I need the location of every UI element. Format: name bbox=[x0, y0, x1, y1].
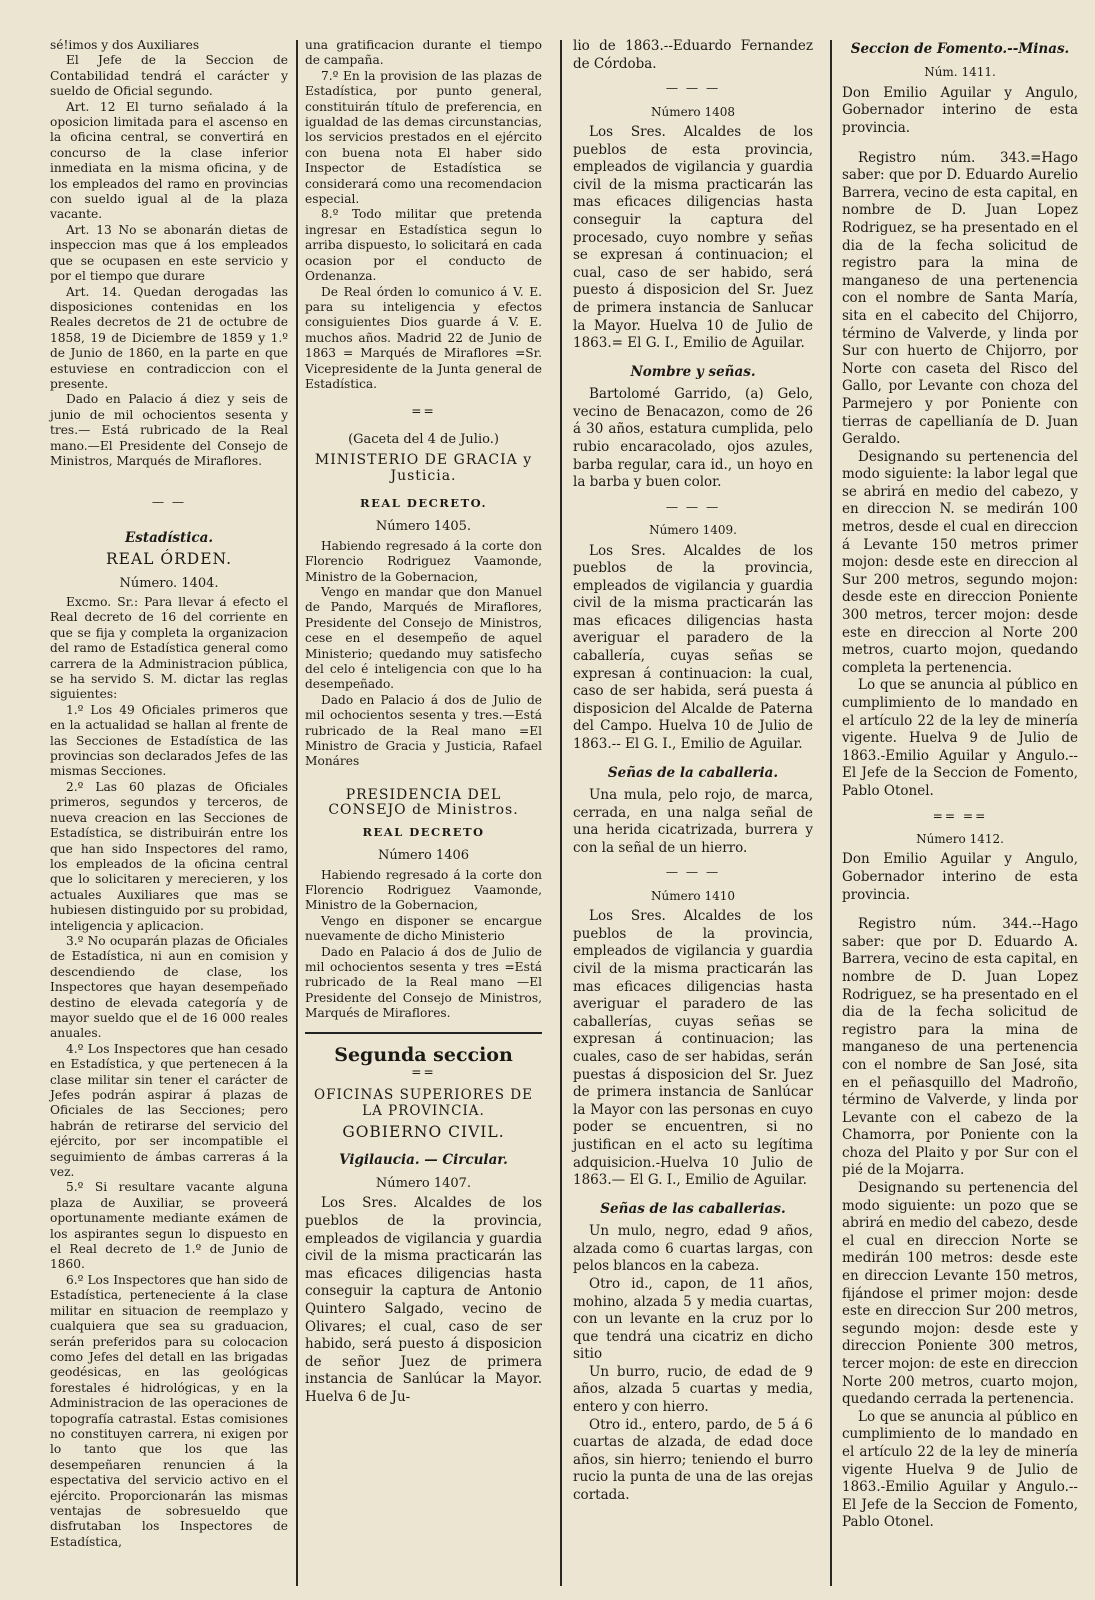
subsection-heading: Nombre y señas. bbox=[630, 363, 756, 380]
paragraph: Registro núm. 343.=Hago saber: que por D. Eduardo Aurelio Barrera, vecino de esta capital, en nombre de D. Juan Lopez Rodriguez, se ha presentado en el dia de la fecha solicitud de registro para la mina de manganeso de una pertenencia con el nombre de Santa María, sita en el cabecito del Chijorro, término de Valverde, y linda por Sur con huerto de Chijorro, por Norte con caseta del Risco del Gallo, por Levante con choza del Parmejero y por Poniente con tierras de capellianía de D. Juan Geraldo. bbox=[842, 149, 1078, 448]
paragraph: 4.º Los Inspectores que han cesado en Estadística, y que pertenecen á la clase militar sin tener el carácter de Jefes podrán aspirar á plazas de Oficiales de las Secciones; pero habrán de retirarse del servicio del ejército, por ser incompatible el seguimiento de ámbas carreras á la vez. bbox=[50, 1041, 288, 1180]
paragraph: Don Emilio Aguilar y Angulo, Gobernador interino de esta provincia. bbox=[842, 84, 1078, 136]
paragraph: 3.º No ocuparán plazas de Oficiales de Estadística, ni aun en comision y descendiendo de clase, los Inspectores que hayan desempeñado destino de elevada categoría y de mayor sueldo que el de 16 000 reales anuales. bbox=[50, 933, 288, 1041]
separator: — — — bbox=[665, 865, 721, 880]
separator: — — bbox=[151, 495, 187, 510]
decree-heading: REAL DECRETO bbox=[362, 824, 485, 839]
section-heading: Seccion de Fomento.--Minas. bbox=[850, 41, 1070, 57]
paragraph: Lo que se anuncia al público en cumplimiento de lo mandado en el artículo 22 de la ley de minería vigente Huelva 9 de Julio de 1863.-Emilio Aguilar y Angulo.-- El Jefe de la Seccion de Fomento, Pablo Otonel. bbox=[842, 1408, 1078, 1531]
paragraph: Dado en Palacio á dos de Julio de mil ochocientos sesenta y tres =Está rubricado de la Real mano —El Presidente del Consejo de Ministros, Marqués de Miraflores. bbox=[305, 944, 542, 1021]
paragraph: Un burro, rucio, de edad de 9 años, alzada 5 cuartas y media, entero y con hierro. bbox=[573, 1363, 813, 1416]
article-heading: REAL ÓRDEN. bbox=[105, 550, 233, 569]
column-2 bbox=[305, 38, 542, 1407]
paragraph: Lo que se anuncia al público en cumplimiento de lo mandado en el artículo 22 de la ley de minería vigente. Huelva 9 de Julio de 1863.-Emilio Aguilar y Angulo.-- El Jefe de la Seccion de Fomento, Pablo Otonel. bbox=[842, 677, 1078, 799]
offices-heading: OFICINAS SUPERIORES DE LA PROVINCIA. bbox=[314, 1087, 533, 1119]
paragraph: Habiendo regresado á la corte don Florencio Rodriguez Vaamonde, Ministro de la Gobernacion, bbox=[305, 538, 542, 584]
paragraph: Otro id., capon, de 11 años, mohino, alzada 5 y media cuartas, con un levante en la cruz por lo que tendrá una cicatriz en dicho sitio bbox=[573, 1275, 813, 1363]
paragraph: Registro núm. 344.--Hago saber: que por D. Eduardo A. Barrera, vecino de esta capital, en nombre de D. Juan Lopez Rodriguez, se ha presentado en el dia de la fecha solicitud de registro para la mina de manganeso de una pertenencia con el nombre de San José, sita en el peñasquillo del Madroño, término de Valverde, y linda por Levante con el cabezo de la Chamorra, por Poniente con la choza del Plaito y por Sur con el pié de la Mojarra. bbox=[842, 916, 1078, 1179]
article-number: Número 1408 bbox=[650, 104, 736, 119]
paragraph: Designando su pertenencia del modo siguiente: la labor legal que se abrirá en medio del cabezo, y en direccion N. se medirán 100 metros, desde el cual en direccion á Levante 150 metros primer mojon: desde este en direccion al Sur 200 metros, segundo mojon: desde este en direccion Poniente 300 metros, tercer mojon: desde este en direccion al Norte 200 metros, cuarto mojon, quedando completa la pertenencia. bbox=[842, 448, 1078, 676]
separator: — — — bbox=[665, 499, 721, 514]
paragraph: una gratificacion durante el tiempo de campaña. bbox=[305, 38, 542, 68]
paragraph: Excmo. Sr.: Para llevar á efecto el Real decreto de 16 del corriente en que se fija y completa la organizacion del ramo de Estadística general como carrera de la Administracion pública, se ha servido S. M. dictar las reglas siguientes: bbox=[50, 595, 288, 702]
paragraph: Los Sres. Alcaldes de los pueblos de la provincia, empleados de vigilancia y guardia civil de la misma practicarán las mas eficaces diligencias hasta conseguir la captura de Antonio Quintero Salgado, vecino de Olivares; el cual, caso de ser habido, será puesto á disposicion de señor Juez de primera instancia de Sanlúcar la Mayor. Huelva 6 de Ju- bbox=[305, 1195, 542, 1405]
column-rule bbox=[830, 40, 832, 1586]
separator: == == bbox=[932, 808, 988, 823]
paragraph: Habiendo regresado á la corte don Florencio Rodriguez Vaamonde, Ministro de la Gobernacion, bbox=[305, 867, 542, 913]
paragraph: Vengo en mandar que don Manuel de Pando, Marqués de Miraflores, Presidente del Consejo de Ministros, cese en el desempeño de aquel Ministerio; quedando muy satisfecho del celo é inteligencia con que lo ha desempeñado. bbox=[305, 585, 542, 692]
article-number: Número 1406 bbox=[377, 848, 470, 864]
paragraph: Una mula, pelo rojo, de marca, cerrada, en una nalga señal de una herida cicatrizada, burrera y con la señal de un hierro. bbox=[573, 787, 813, 856]
decree-heading: REAL DECRETO. bbox=[360, 495, 487, 510]
article-number: Número 1410 bbox=[650, 888, 736, 903]
column-4 bbox=[842, 38, 1078, 1532]
paragraph: De Real órden lo comunico á V. E. para su inteligencia y efectos consiguientes Dios guarde á V. E. muchos años. Madrid 22 de Junio de 1863 = Marqués de Miraflores =Sr. Vicepresidente de la Junta general de Estadística. bbox=[305, 284, 542, 391]
subsection-heading: Señas de la caballeria. bbox=[607, 764, 779, 781]
section-title: Segunda seccion bbox=[334, 1043, 513, 1066]
section-heading: Estadística. bbox=[124, 529, 214, 546]
article-number: Número 1412. bbox=[916, 831, 1004, 846]
article-number: Número. 1404. bbox=[119, 575, 219, 591]
section-rule bbox=[305, 1032, 542, 1034]
ministry-heading: MINISTERIO DE GRACIA y Justicia. bbox=[314, 452, 533, 484]
column-rule bbox=[296, 40, 298, 1586]
paragraph: Los Sres. Alcaldes de los pueblos de la provincia, empleados de vigilancia y guardia civil de la misma practicarán las mas eficaces diligencias hasta averiguar el paradero de las caballerías, cuyas señas se expresan á continuacion; las cuales, caso de ser habidas, serán puestas á disposicion del Sr. Juez de primera instancia de Sanlúcar la Mayor con las personas en cuyo poder se encuentren, si no justifican en el acto su legítima adquisicion.-Huelva 10 Julio de 1863.— El G. I., Emilio de Aguilar. bbox=[573, 908, 813, 1189]
paragraph: 7.º En la provision de las plazas de Estadística, por punto general, constituirán título de preferencia, en igualdad de las demas circunstancias, los servicios prestados en el ejército con buena nota El haber sido Inspector de Estadística se considerará como una recomendacion especial. bbox=[305, 68, 542, 207]
column-3 bbox=[573, 38, 813, 1505]
paragraph: Designando su pertenencia del modo siguiente: un pozo que se abrirá en medio del cabezo, desde el cual en direccion Norte se medirán 100 metros: desde este en direccion Levante 150 metros, fijándose el primer mojon: desde este en direccion Sur 200 metros, segundo mojon: desde este y direccion Poniente 300 metros, tercer mojon: de este en direccion Norte 200 metros, cuarto mojon, quedando cerrada la pertenencia. bbox=[842, 1180, 1078, 1408]
paragraph: Los Sres. Alcaldes de los pueblos de esta provincia, empleados de vigilancia y guardia civil de la misma practicarán las mas eficaces diligencias hasta conseguir la captura del procesado, cuyo nombre y señas se expresan á continuacion; el cual, caso de ser habido, será puesto á disposicion del Sr. Juez de primera instancia de Sanlucar la Mayor. Huelva 10 de Julio de 1863.= El G. I., Emilio de Aguilar. bbox=[573, 124, 813, 352]
paragraph: Otro id., entero, pardo, de 5 á 6 cuartas de alzada, de edad doce años, sin hierro; teniendo el burro rucio la punta de una de las orejas cortada. bbox=[573, 1416, 813, 1504]
paragraph: Los Sres. Alcaldes de los pueblos de la provincia, empleados de vigilancia y guardia civil de la misma practicarán las mas eficaces diligencias hasta averiguar el paradero de la caballería, cuyas señas se expresan á continuacion: la cual, caso de ser habida, será puesta á disposicion del Alcalde de Paterna del Campo. Huelva 10 de Julio de 1863.-- El G. I., Emilio de Aguilar. bbox=[573, 542, 813, 753]
paragraph: Bartolomé Garrido, (a) Gelo, vecino de Benacazon, como de 26 á 30 años, estatura cumplida, pelo rubio encaracolado, ojos azules, barba regular, cara id., un hoyo en la barba y buen color. bbox=[573, 386, 813, 491]
paragraph: 5.º Si resultare vacante alguna plaza de Auxiliar, se proveerá oportunamente mediante exámen de los aspirantes segun lo dispuesto en el Real decreto de 1.º de Junio de 1860. bbox=[50, 1180, 288, 1272]
subsection-heading: Vigilaucia. — Circular. bbox=[339, 1151, 508, 1168]
separator: == bbox=[411, 404, 436, 419]
article-number: Núm. 1411. bbox=[924, 65, 996, 80]
paragraph: Art. 12 El turno señalado á la oposicion limitada para el ascenso en la oficina central, se convertirá en concurso de la clase inferior inmediata en la misma oficina, y de los empleados del ramo en provincias con sueldo igual al de la plaza vacante. bbox=[50, 99, 288, 222]
paragraph: 1.º Los 49 Oficiales primeros que en la actualidad se hallan al frente de las Secciones de Estadística de las provincias son declarados Jefes de las mismas Secciones. bbox=[50, 702, 288, 779]
paragraph: Vengo en disponer se encargue nuevamente de dicho Ministerio bbox=[305, 913, 542, 944]
paragraph: 6.º Los Inspectores que han sido de Estadística, perteneciente á la clase militar en situacion de reemplazo y cualquiera que sea su graduacion, serán preferidos para su colocacion como Jefes del detall en las brigadas geodésicas, en las geológicas forestales é hidrológicas, y en la Administracion de las operaciones de topografía catrastal. Estas comisiones no constituyen carrera, ni exigen por lo tanto que los que las desempeñaren renuncien á la espectativa del servicio activo en el ejército. Proporcionarán las mismas ventajas de sobresueldo que disfrutaban los Inspectores de Estadística, bbox=[50, 1272, 288, 1549]
government-heading: GOBIERNO CIVIL. bbox=[342, 1123, 505, 1142]
paragraph: Don Emilio Aguilar y Angulo, Gobernador interino de esta provincia. bbox=[842, 851, 1078, 903]
paragraph: 8.º Todo militar que pretenda ingresar en Estadística segun lo arriba dispuesto, lo solicitará en cada ocasion por el conducto de Ordenanza. bbox=[305, 207, 542, 284]
paragraph: Art. 14. Quedan derogadas las disposiciones contenidas en los Reales decretos de 21 de octubre de 1858, 19 de Diciembre de 1859 y 1.º de Junio de 1860, en la parte en que estuviese en contradiccion con el presente. bbox=[50, 284, 288, 391]
paragraph: El Jefe de la Seccion de Contabilidad tendrá el carácter y sueldo de Oficial segundo. bbox=[50, 53, 288, 99]
paragraph: Dado en Palacio á dos de Julio de mil ochocientos sesenta y tres.—Está rubricado de la Real mano =El Ministro de Gracia y Justicia, Rafael Monáres bbox=[305, 692, 542, 769]
subsection-heading: Señas de las caballerias. bbox=[600, 1200, 786, 1217]
paragraph: Dado en Palacio á diez y seis de junio de mil ochocientos sesenta y tres.— Está rubricado de la Real mano.—El Presidente del Consejo de Ministros, Marqués de Miraflores. bbox=[50, 392, 288, 468]
column-rule bbox=[560, 40, 562, 1586]
column-1 bbox=[50, 38, 288, 1550]
paragraph: Un mulo, negro, edad 9 años, alzada como 6 cuartas largas, con pelos blancos en la cabeza. bbox=[573, 1223, 813, 1275]
separator: — — — bbox=[665, 81, 721, 96]
separator: == bbox=[411, 1064, 436, 1079]
paragraph: sé!imos y dos Auxiliares bbox=[50, 38, 200, 52]
presidency-heading: PRESIDENCIA DEL CONSEJO de Ministros. bbox=[328, 786, 519, 819]
article-number: Número 1409. bbox=[649, 523, 737, 538]
gazette-note: (Gaceta del 4 de Julio.) bbox=[348, 431, 499, 447]
article-number: Número 1407. bbox=[375, 1176, 472, 1191]
article-number: Número 1405. bbox=[375, 519, 472, 535]
paragraph: Art. 13 No se abonarán dietas de inspeccion mas que á los empleados que se ocupasen en este servicio y por el tiempo que durare bbox=[50, 222, 288, 284]
paragraph: lio de 1863.--Eduardo Fernandez de Córdoba. bbox=[573, 38, 813, 72]
paragraph: 2.º Las 60 plazas de Oficiales primeros, segundos y terceros, de nueva creacion en las Secciones de Estadística, se distribuirán entre los que han sido Inspectores del ramo, los empleados de la oficina central que lo solicitaren y merecieren, y los actuales Auxiliares que mas se hubiesen distinguido por su probidad, inteligencia y aplicacion. bbox=[50, 779, 288, 933]
